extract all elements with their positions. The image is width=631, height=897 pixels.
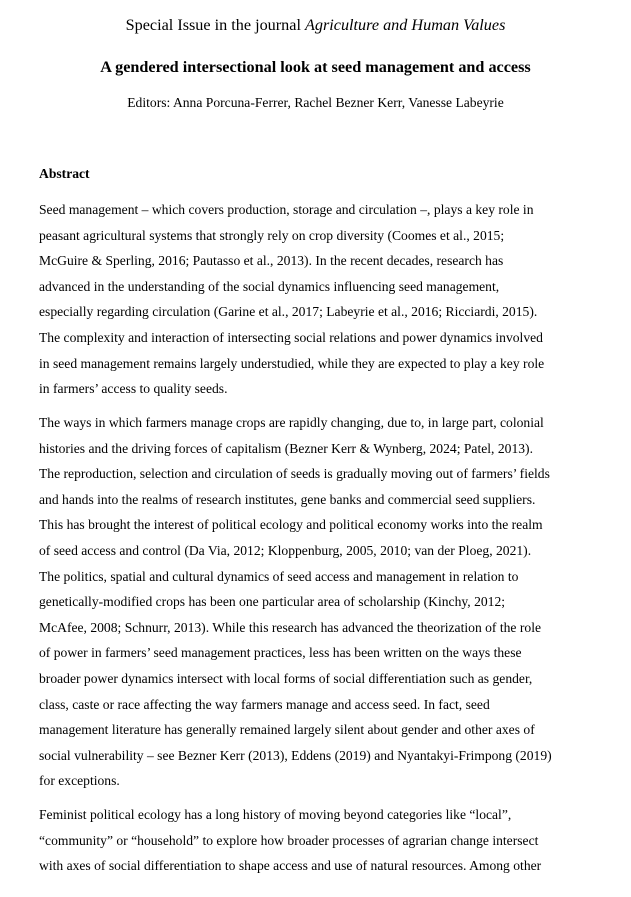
text-line: of seed access and control (Da Via, 2012; Kloppenburg, 2005, 2010; van der Ploeg, 2021). [39, 542, 532, 558]
text-line: and hands into the realms of research institutes, gene banks and commercial seed suppliers. [39, 491, 536, 507]
text-line: The complexity and interaction of intersecting social relations and power dynamics involved [39, 329, 543, 345]
abstract-paragraph-1 [39, 197, 599, 402]
text-line: The ways in which farmers manage crops are rapidly changing, due to, in large part, colonial [39, 415, 544, 430]
text-line: especially regarding circulation (Garine et al., 2017; Labeyrie et al., 2016; Ricciardi, 2015). [39, 304, 538, 320]
text-line: Seed management – which covers production, storage and circulation –, plays a key role in [39, 202, 534, 217]
editors-line: Editors: Anna Porcuna-Ferrer, Rachel Bezner Kerr, Vanesse Labeyrie [127, 95, 504, 110]
text-line: histories and the driving forces of capitalism (Bezner Kerr & Wynberg, 2024; Patel, 2013). [39, 440, 533, 456]
journal-name: Agriculture and Human Values [305, 16, 506, 34]
abstract-paragraph-2 [39, 410, 599, 794]
text-line: with axes of social differentiation to shape access and use of natural resources. Among other [39, 858, 542, 874]
abstract-paragraph-3 [39, 802, 599, 879]
text-line: for exceptions. [39, 773, 120, 789]
issue-prefix: Special Issue in the journal [125, 16, 305, 34]
text-line: broader power dynamics intersect with local forms of social differentiation such as gender, [39, 670, 533, 686]
text-line: This has brought the interest of political ecology and political economy works into the realm [39, 517, 543, 533]
text-line: “community” or “household” to explore how broader processes of agrarian change intersect [39, 832, 539, 848]
text-line: McGuire & Sperling, 2016; Pautasso et al., 2013). In the recent decades, research has [39, 253, 504, 269]
text-line: The politics, spatial and cultural dynamics of seed access and management in relation to [39, 568, 519, 584]
text-line: peasant agricultural systems that strongly rely on crop diversity (Coomes et al., 2015; [39, 227, 505, 243]
abstract-heading: Abstract [39, 166, 90, 181]
text-line: McAfee, 2008; Schnurr, 2013). While this research has advanced the theorization of the role [39, 619, 541, 635]
text-line: in seed management remains largely understudied, while they are expected to play a key role [39, 355, 545, 371]
text-line: advanced in the understanding of the social dynamics influencing seed management, [39, 278, 500, 294]
document-title: A gendered intersectional look at seed management and access [100, 58, 531, 76]
text-line: Feminist political ecology has a long history of moving beyond categories like “local”, [39, 807, 512, 822]
text-line: in farmers’ access to quality seeds. [39, 381, 228, 397]
text-line: management literature has generally remained largely silent about gender and other axes of [39, 722, 535, 738]
text-line: genetically-modified crops has been one particular area of scholarship (Kinchy, 2012; [39, 594, 506, 610]
text-line: of power in farmers’ seed management practices, less has been written on the ways these [39, 645, 522, 661]
text-line: The reproduction, selection and circulation of seeds is gradually moving out of farmers’ fields [39, 466, 550, 482]
text-line: social vulnerability – see Bezner Kerr (2013), Eddens (2019) and Nyantakyi-Frimpong (2019) [39, 747, 552, 763]
special-issue-line [0, 14, 631, 36]
text-line: class, caste or race affecting the way farmers manage and access seed. In fact, seed [39, 696, 490, 712]
